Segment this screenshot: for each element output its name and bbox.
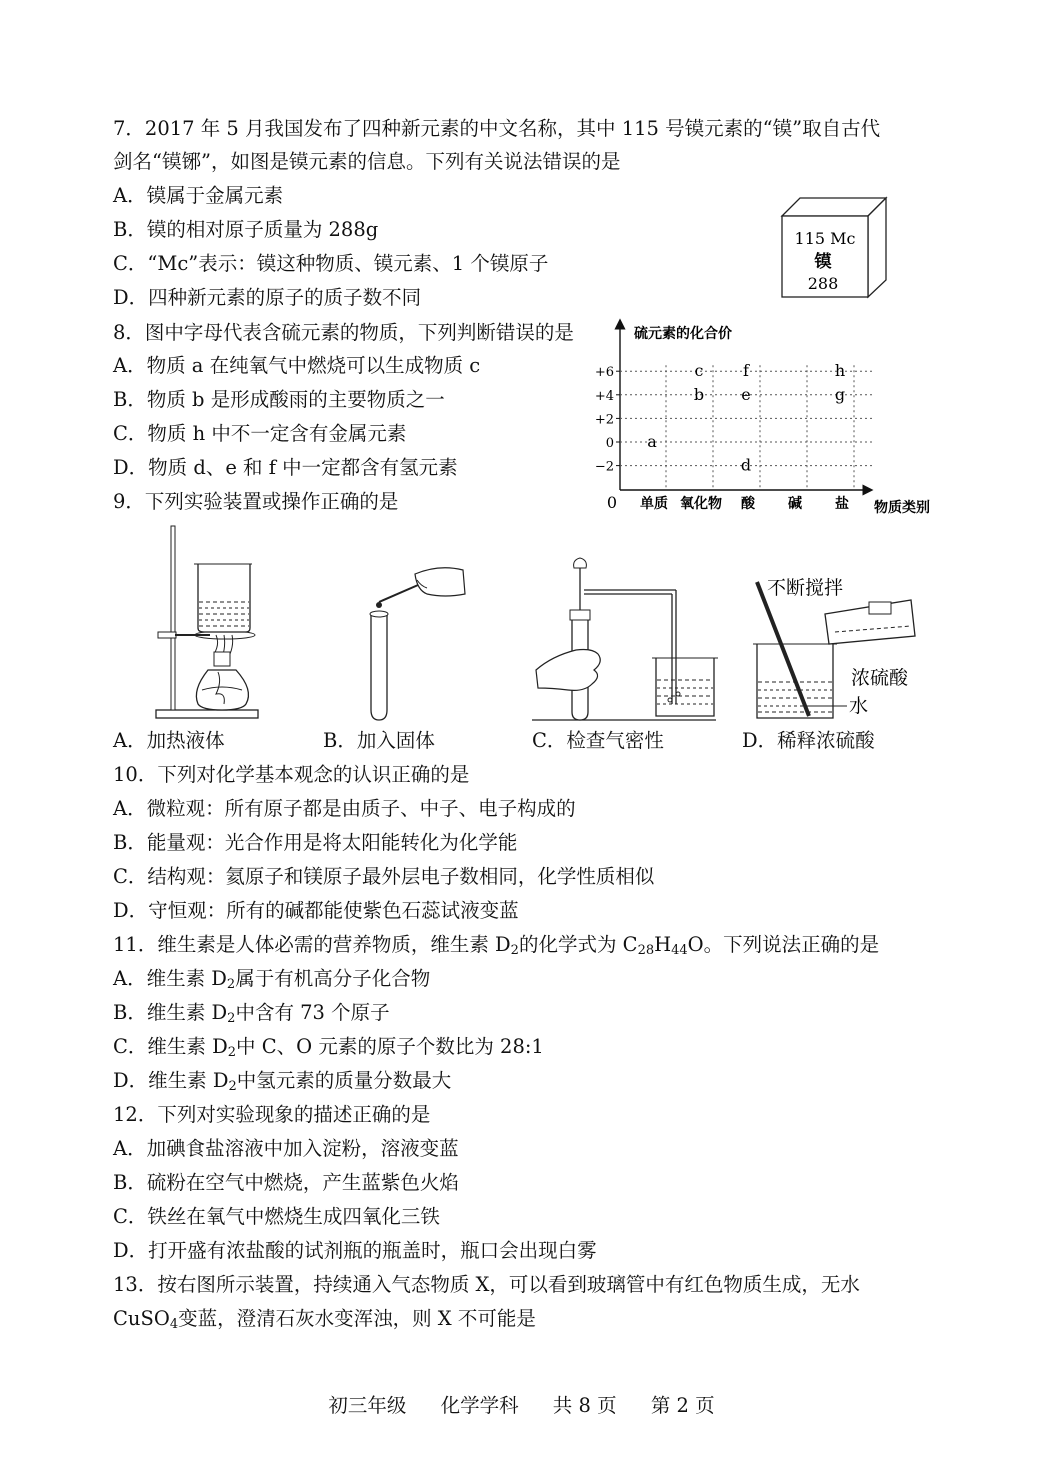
q7-option-a: A．镆属于金属元素 [113, 184, 284, 207]
q7-option-b: B．镆的相对原子质量为 288g [113, 218, 379, 241]
x-tick-label: 盐 [835, 496, 849, 512]
origin-label: 0 [606, 493, 618, 512]
y-tick-label: −2 [594, 459, 614, 475]
page-footer [0, 1390, 1043, 1418]
q11-option-d: D．维生素 $D_2$中氢元素的质量分数最大 [113, 1069, 452, 1094]
footer-total-pages: 共 8 页 [552, 1394, 617, 1417]
apparatus-a-heating-liquid [150, 522, 265, 722]
x-tick-label: 氧化物 [680, 496, 722, 512]
apparatus-c-airtightness [532, 556, 722, 724]
q9-caption-c: C．检查气密性 [532, 729, 664, 752]
apparatus-b-adding-solid [355, 558, 470, 723]
point-b: b [693, 384, 705, 404]
q12-option-c: C．铁丝在氧气中燃烧生成四氧化三铁 [113, 1205, 440, 1228]
q8-option-d: D．物质 d、e 和 f 中一定都含有氢元素 [113, 456, 458, 479]
y-axis-label: 硫元素的化合价 [634, 326, 732, 342]
element-number-symbol: 115 Mc [794, 229, 856, 248]
q8-option-c: C．物质 h 中不一定含有金属元素 [113, 422, 407, 445]
q12-option-b: B．硫粉在空气中燃烧，产生蓝紫色火焰 [113, 1171, 459, 1194]
x-axis-label: 物质类别 [874, 500, 930, 516]
q10-option-d: D．守恒观：所有的碱都能使紫色石蕊试液变蓝 [113, 899, 519, 922]
q8-option-a: A．物质 a 在纯氧气中燃烧可以生成物质 c [113, 354, 481, 377]
footer-grade: 初三年级 [328, 1394, 407, 1417]
q8-option-b: B．物质 b 是形成酸雨的主要物质之一 [113, 388, 445, 411]
y-tick-label: +6 [594, 365, 614, 381]
q10-option-b: B．能量观：光合作用是将太阳能转化为化学能 [113, 831, 518, 854]
q9-caption-a: A．加热液体 [113, 729, 225, 752]
x-tick-label: 碱 [788, 496, 802, 512]
point-c: c [694, 361, 704, 381]
q7-stem-line1: 7．2017 年 5 月我国发布了四种新元素的中文名称，其中 115 号镆元素的“镆”取自古代 [113, 117, 881, 140]
label-acid: 浓硫酸 [851, 667, 909, 689]
element-name: 镆 [814, 252, 832, 272]
apparatus-d-diluting-acid [745, 566, 930, 726]
q10-stem: 10．下列对化学基本观念的认识正确的是 [113, 763, 470, 786]
x-tick-label: 酸 [741, 496, 755, 512]
q11-option-c: C．维生素 $D_2$中 C、O 元素的原子个数比为 28:1 [113, 1035, 544, 1060]
q7-option-d: D．四种新元素的原子的质子数不同 [113, 286, 422, 309]
element-mass: 288 [807, 274, 839, 293]
q10-option-a: A．微粒观：所有原子都是由质子、中子、电子构成的 [113, 797, 576, 820]
sulfur-valence-chart [590, 318, 950, 523]
y-tick-label: +2 [594, 412, 614, 428]
q8-stem: 8．图中字母代表含硫元素的物质，下列判断错误的是 [113, 321, 574, 344]
label-stir: 不断搅拌 [767, 577, 844, 599]
point-f: f [743, 361, 749, 381]
q9-caption-d: D．稀释浓硫酸 [742, 729, 875, 752]
q11-stem: 11．维生素是人体必需的营养物质，维生素 $D_2$的化学式为 $C_{28}H_{44}O$。下列说法正确的是 [113, 933, 880, 958]
q12-stem: 12．下列对实验现象的描述正确的是 [113, 1103, 431, 1126]
q9-stem: 9．下列实验装置或操作正确的是 [113, 490, 399, 513]
q11-option-a: A．维生素 $D_2$属于有机高分子化合物 [113, 967, 431, 992]
point-h: h [834, 361, 846, 381]
y-tick-label: 0 [605, 436, 614, 451]
q12-option-a: A．加碘食盐溶液中加入淀粉，溶液变蓝 [113, 1137, 459, 1160]
q10-option-c: C．结构观：氦原子和镁原子最外层电子数相同，化学性质相似 [113, 865, 655, 888]
q7-option-c: C．“Mc”表示：镆这种物质、镆元素、1 个镆原子 [113, 252, 549, 275]
y-tick-label: +4 [594, 388, 614, 404]
q7-stem-line2: 剑名“镆铘”，如图是镆元素的信息。下列有关说法错误的是 [113, 150, 621, 173]
point-g: g [834, 384, 846, 404]
point-a: a [647, 432, 657, 451]
q13-stem-line1: 13．按右图所示装置，持续通入气态物质 X，可以看到玻璃管中有红色物质生成，无水 [113, 1273, 860, 1296]
x-tick-label: 单质 [640, 496, 668, 512]
footer-subject: 化学学科 [440, 1394, 519, 1417]
q11-option-b: B．维生素 $D_2$中含有 73 个原子 [113, 1001, 390, 1026]
point-e: e [741, 384, 751, 404]
point-d: d [740, 455, 752, 475]
q9-caption-b: B．加入固体 [323, 729, 435, 752]
element-cell-figure [776, 192, 892, 302]
label-water: 水 [849, 695, 869, 717]
q12-option-d: D．打开盛有浓盐酸的试剂瓶的瓶盖时，瓶口会出现白雾 [113, 1239, 597, 1262]
footer-page-number: 第 2 页 [650, 1394, 715, 1417]
q13-stem-line2: CuSO$_4$变蓝，澄清石灰水变浑浊，则 X 不可能是 [113, 1307, 536, 1332]
